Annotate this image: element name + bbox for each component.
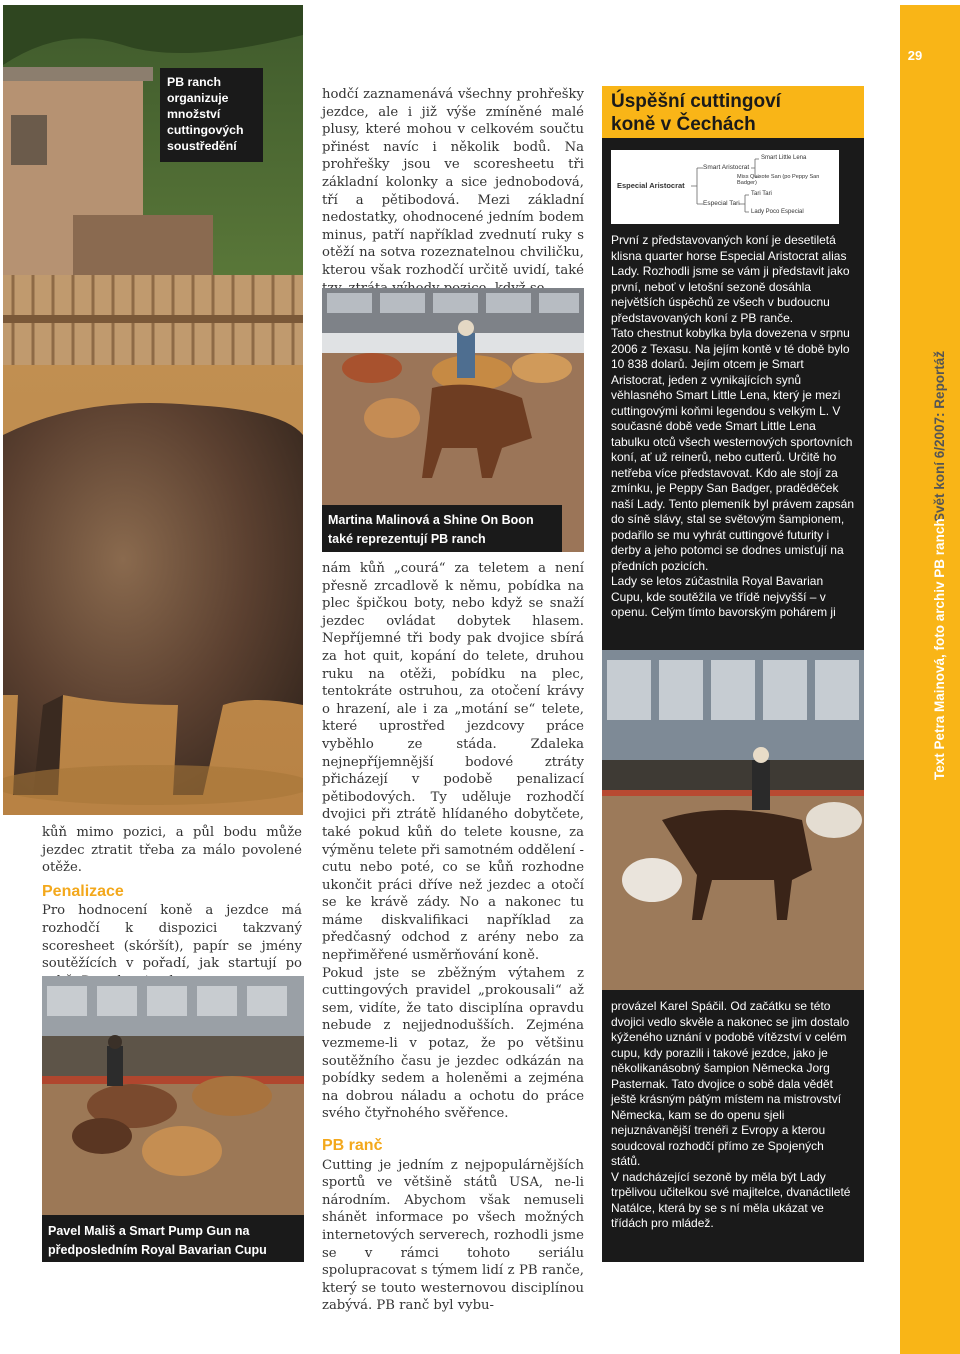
middle-main-paragraph-1: nám kůň „courá“ za teletem a není přesně zrcadlově k němu, pobídka na plec špičkou boty, nebo když se snaží jezdec ovládat dobytek hlasem. Nepříjemné tři body pak dvojice sbírá za hot quit, kopání do telete, druhou ruku na otěži, pobídku na plec, tentokráte ostruhou, za otočení krávy o hrazení, ale i za „motání se“ telete, které uprostřed jezdcovy práce vyběhlo ze stáda. Zdaleka nejnepříjemnější bodové ztráty přicházejí v podobě penalizací pětibodových. Ty uděluje rozhodčí dvojici při ztrátě hlídaného dobytčete, také pokud kůň do telete kousne, za výměnu telete při samotném oddělení - cutu nebo poté, co se kůň rozhodne ukončit práci dříve než jezdec a otočí se ke krávě zády. No a nakonec tu máme diskvalifikaci například za předčasný odchod z arény nebo za nepřiměřené usměrňování koně. xyxy=(322,561,584,964)
pedigree-horse: Especial Aristocrat xyxy=(617,181,685,190)
sidebar-title-line1: Úspěšní cuttingoví xyxy=(611,91,781,112)
pb-ranc-heading: PB ranč xyxy=(322,1137,383,1154)
sidebar-paragraph-4: provázel Karel Spáčil. Od začátku se této dvojici vedlo skvěle a nakonec se jim dostalo kýženého uznání v podobě vítězství v celém cupu, kdy porazili i takové jezdce, jako je několikanásobný šampion Německa Jorg Pasternak. Tato dvojice o sobě dala vědět ještě krásným pátým místem na mistrovství Německa, kam se do openu sjeli nejuznávanější trenéři z Evropy a kterou soudcoval rozhodčí přímo ze Spojených států. xyxy=(611,999,850,1168)
pedigree-dam-dam: Lady Poco Especial xyxy=(751,209,804,215)
karel-spacil-photo xyxy=(602,650,864,990)
pedigree-chart xyxy=(611,150,839,224)
left-column-text xyxy=(42,824,302,990)
bottom-left-caption-bar xyxy=(42,1215,304,1262)
page-number: 29 xyxy=(907,48,923,63)
sidebar-text-upper xyxy=(611,233,856,621)
middle-top-paragraph: hodčí zaznamenává všechny prohřešky jezdce, ale i již výše zmíněné malé plusy, které mohou v celkovém součtu přinést navíc i několik bodů. Na prohřešky jsou ve scoresheetu tři základní kolonky a sice jednobodová, tří a pětibodová. Mezi základní nedostatky, ohodnocené jedním bodem minus, patří například zvednutí ruky s otěží na sotva rozeznatelnou chviličku, kterou však rozhodčí určitě uvidí, také xyxy=(322,87,584,278)
pedigree-dam-sire: Tari Tari xyxy=(751,191,772,197)
bottom-left-caption: Pavel Mališ a Smart Pump Gun na předposledním Royal Bavarian Cupu xyxy=(48,1224,267,1257)
middle-main-paragraph-2: Pokud jste se zběžným výtahem z cuttingových pravidel „prokousali“ až sem, vidíte, že tato disciplína opravdu nebude z nejjednodušších. Zejména vezmeme-li v potaz, že po většinu soutěžního času je jezdec odkázán na pobídky sedem a holeněmi a zejména na dobrou náladu a ochotu do práce svého čtyřnohého svěřence. xyxy=(322,965,584,1122)
martina-malinova-photo xyxy=(322,288,584,552)
sidebar-paragraph-3: Lady se letos zúčastnila Royal Bavarian Cupu, kde soutěžila ve třídě nejvyšší – v openu. Celým tímto bavorským pohárem ji xyxy=(611,574,836,619)
penalizace-heading: Penalizace xyxy=(42,882,124,900)
sidebar-photo-illustration xyxy=(602,650,864,990)
sidebar-paragraph-2: Tato chestnut kobylka byla dovezena v srpnu 2006 z Texasu. Na jejím kontě v té době bylo 10 838 dolarů. Jejím otcem je Smart Aristocrat, jeden z vynikajících synů věhlasného Smart Little Lena, který je mezi cuttingovými koňmi legendou s velkým L. V současné době vede Smart Little Lena tabulku otců všech westernových sportovních koní, ať už reinerů, nebo cutterů. Určitě ho netřeba více představovat. Kdo ale stojí za zmínku, je Peppy San Badger, praděděček naší Lady. Tento plemeník byl právem zapsán do síně slávy, stal se světovým šampionem, podařilo se mu vyhrát cuttingové futurity i derby a jeho potomci se dodnes umisťují na předních pozicích. xyxy=(611,326,855,573)
middle-caption-bar xyxy=(322,505,562,552)
middle-photo-caption: Martina Malinová a Shine On Boon také reprezentují PB ranch xyxy=(328,513,534,546)
pb-ranc-paragraph: Cutting je jedním z nejpopulárnějších sportů ve většině států USA, ne-li národním. Abychom však nemuseli shánět informace po všech možných internetových serverech, rozhodli jsme se v rámci tohoto seriálu spolupracovat s týmem lidí z PB ranče, který se touto westernovou disciplínou zabývá. PB ranč byl vybu- xyxy=(322,1157,584,1314)
accent-stripe xyxy=(900,5,960,1354)
author-credit: Text Petra Mainová, foto archiv PB ranch xyxy=(932,518,947,780)
magazine-credit: Svět koní 6/2007: Reportáž xyxy=(932,350,947,522)
sidebar-title-line2: koně v Čechách xyxy=(611,114,756,135)
left-photo-caption: PB ranch organizuje množství cuttingových soustředění xyxy=(167,75,244,153)
sidebar-title xyxy=(611,90,861,136)
sidebar-text-lower xyxy=(611,999,856,1232)
vertical-credit xyxy=(932,351,947,522)
left-photo-caption-box xyxy=(160,68,263,162)
pedigree-dam: Especial Tari xyxy=(703,200,740,207)
pedigree-sire-dam: Miss Quixote San (po Peppy San Badger) xyxy=(737,174,820,186)
pavel-malis-photo xyxy=(42,976,304,1262)
sidebar-paragraph-5: V nadcházející sezoně by měla být Lady trpělivou učitelkou své majitelce, dvanáctileté Natálce, která by se s ní měla ukázat ve třídách pro mládež. xyxy=(611,1169,851,1230)
left-intro-paragraph: kůň mimo pozici, a půl bodu může jezdec ztratit třeba za málo povolené otěže. xyxy=(42,825,302,876)
middle-column-main-text xyxy=(322,560,584,1315)
penalizace-paragraph: Pro hodnocení koně a jezdce má rozhodčí k dispozici takzvaný scoresheet (skóršít), papír se jmény soutěžících v pořadí, jak startují po xyxy=(42,903,302,972)
pedigree-sire-sire: Smart Little Lena xyxy=(761,155,807,161)
vertical-author xyxy=(932,518,947,780)
pedigree-sire: Smart Aristocrat xyxy=(703,164,750,171)
middle-column-top-text xyxy=(322,86,584,297)
sidebar-paragraph-1: První z představovaných koní je desetiletá klisna quarter horse Especial Aristocrat alias Lady. Rozhodli jsme se vám ji představit jako první, neboť v letošní sezoně dosáhla největších úspěchů ze všech v budoucnu představovaných koní z PB ranče. xyxy=(611,233,850,325)
